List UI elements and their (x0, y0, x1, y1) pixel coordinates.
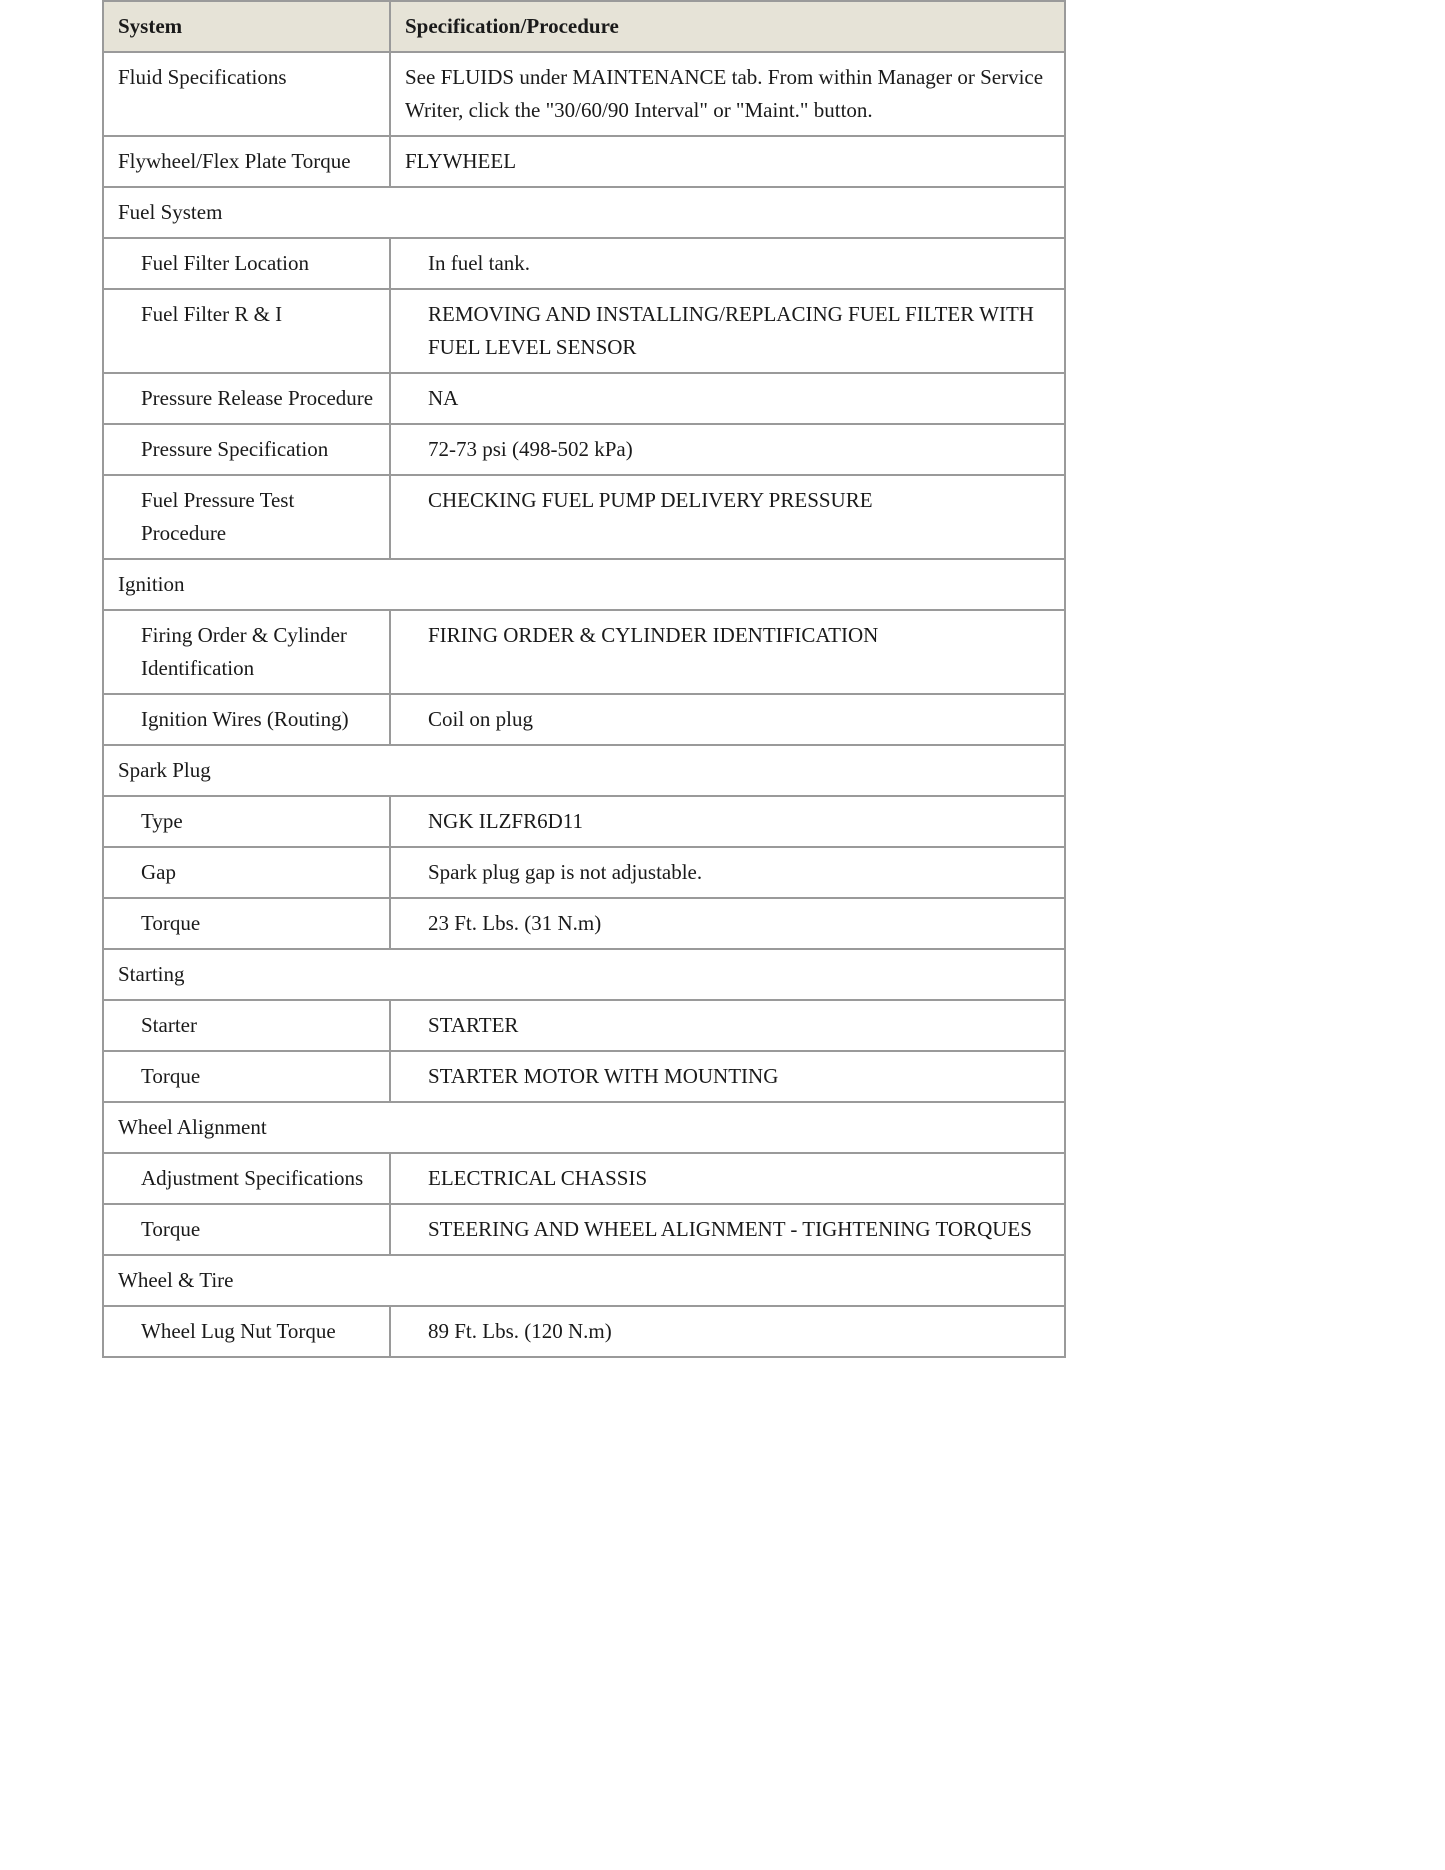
specification-cell: ELECTRICAL CHASSIS (390, 1153, 1065, 1204)
group-label: Fuel System (103, 187, 1065, 238)
specification-cell: In fuel tank. (390, 238, 1065, 289)
table-row (103, 796, 1065, 847)
system-cell: Pressure Release Procedure (103, 373, 390, 424)
system-cell: Flywheel/Flex Plate Torque (103, 136, 390, 187)
table-row (103, 847, 1065, 898)
specification-cell: NGK ILZFR6D11 (390, 796, 1065, 847)
group-row (103, 559, 1065, 610)
system-cell: Fuel Filter Location (103, 238, 390, 289)
table-body (103, 52, 1065, 1357)
table-row (103, 238, 1065, 289)
specification-cell: 23 Ft. Lbs. (31 N.m) (390, 898, 1065, 949)
group-row (103, 1255, 1065, 1306)
table-row (103, 373, 1065, 424)
specification-cell: FLYWHEEL (390, 136, 1065, 187)
group-row (103, 949, 1065, 1000)
specification-cell: Spark plug gap is not adjustable. (390, 847, 1065, 898)
group-label: Starting (103, 949, 1065, 1000)
system-cell: Fuel Filter R & I (103, 289, 390, 373)
table-row (103, 1051, 1065, 1102)
system-cell: Torque (103, 898, 390, 949)
system-cell: Fluid Specifications (103, 52, 390, 136)
system-cell: Torque (103, 1051, 390, 1102)
table-row (103, 475, 1065, 559)
table-row (103, 1204, 1065, 1255)
system-cell: Starter (103, 1000, 390, 1051)
specification-cell: 89 Ft. Lbs. (120 N.m) (390, 1306, 1065, 1357)
specification-cell: NA (390, 373, 1065, 424)
system-cell: Torque (103, 1204, 390, 1255)
system-cell: Gap (103, 847, 390, 898)
system-cell: Wheel Lug Nut Torque (103, 1306, 390, 1357)
system-cell: Firing Order & Cylinder Identification (103, 610, 390, 694)
specification-cell: See FLUIDS under MAINTENANCE tab. From within Manager or Service Writer, click the "30/60/90 Interval" or "Maint." button. (390, 52, 1065, 136)
system-cell: Ignition Wires (Routing) (103, 694, 390, 745)
table-row (103, 289, 1065, 373)
specification-cell: CHECKING FUEL PUMP DELIVERY PRESSURE (390, 475, 1065, 559)
specification-cell: 72-73 psi (498-502 kPa) (390, 424, 1065, 475)
table-row (103, 898, 1065, 949)
specification-cell: STEERING AND WHEEL ALIGNMENT - TIGHTENING TORQUES (390, 1204, 1065, 1255)
specification-cell: STARTER MOTOR WITH MOUNTING (390, 1051, 1065, 1102)
system-cell: Fuel Pressure Test Procedure (103, 475, 390, 559)
header-system: System (103, 1, 390, 52)
table-row (103, 610, 1065, 694)
specification-cell: STARTER (390, 1000, 1065, 1051)
specification-cell: FIRING ORDER & CYLINDER IDENTIFICATION (390, 610, 1065, 694)
specification-table (102, 0, 1066, 1358)
table-row (103, 52, 1065, 136)
table-row (103, 424, 1065, 475)
group-row (103, 187, 1065, 238)
table-row (103, 1000, 1065, 1051)
group-label: Ignition (103, 559, 1065, 610)
system-cell: Type (103, 796, 390, 847)
table-row (103, 1153, 1065, 1204)
header-specification: Specification/Procedure (390, 1, 1065, 52)
group-row (103, 745, 1065, 796)
group-label: Wheel & Tire (103, 1255, 1065, 1306)
table-row (103, 1306, 1065, 1357)
table-row (103, 136, 1065, 187)
specification-cell: Coil on plug (390, 694, 1065, 745)
group-label: Spark Plug (103, 745, 1065, 796)
system-cell: Pressure Specification (103, 424, 390, 475)
table-row (103, 694, 1065, 745)
table-header (103, 1, 1065, 52)
system-cell: Adjustment Specifications (103, 1153, 390, 1204)
group-row (103, 1102, 1065, 1153)
specification-cell: REMOVING AND INSTALLING/REPLACING FUEL FILTER WITH FUEL LEVEL SENSOR (390, 289, 1065, 373)
header-row (103, 1, 1065, 52)
group-label: Wheel Alignment (103, 1102, 1065, 1153)
